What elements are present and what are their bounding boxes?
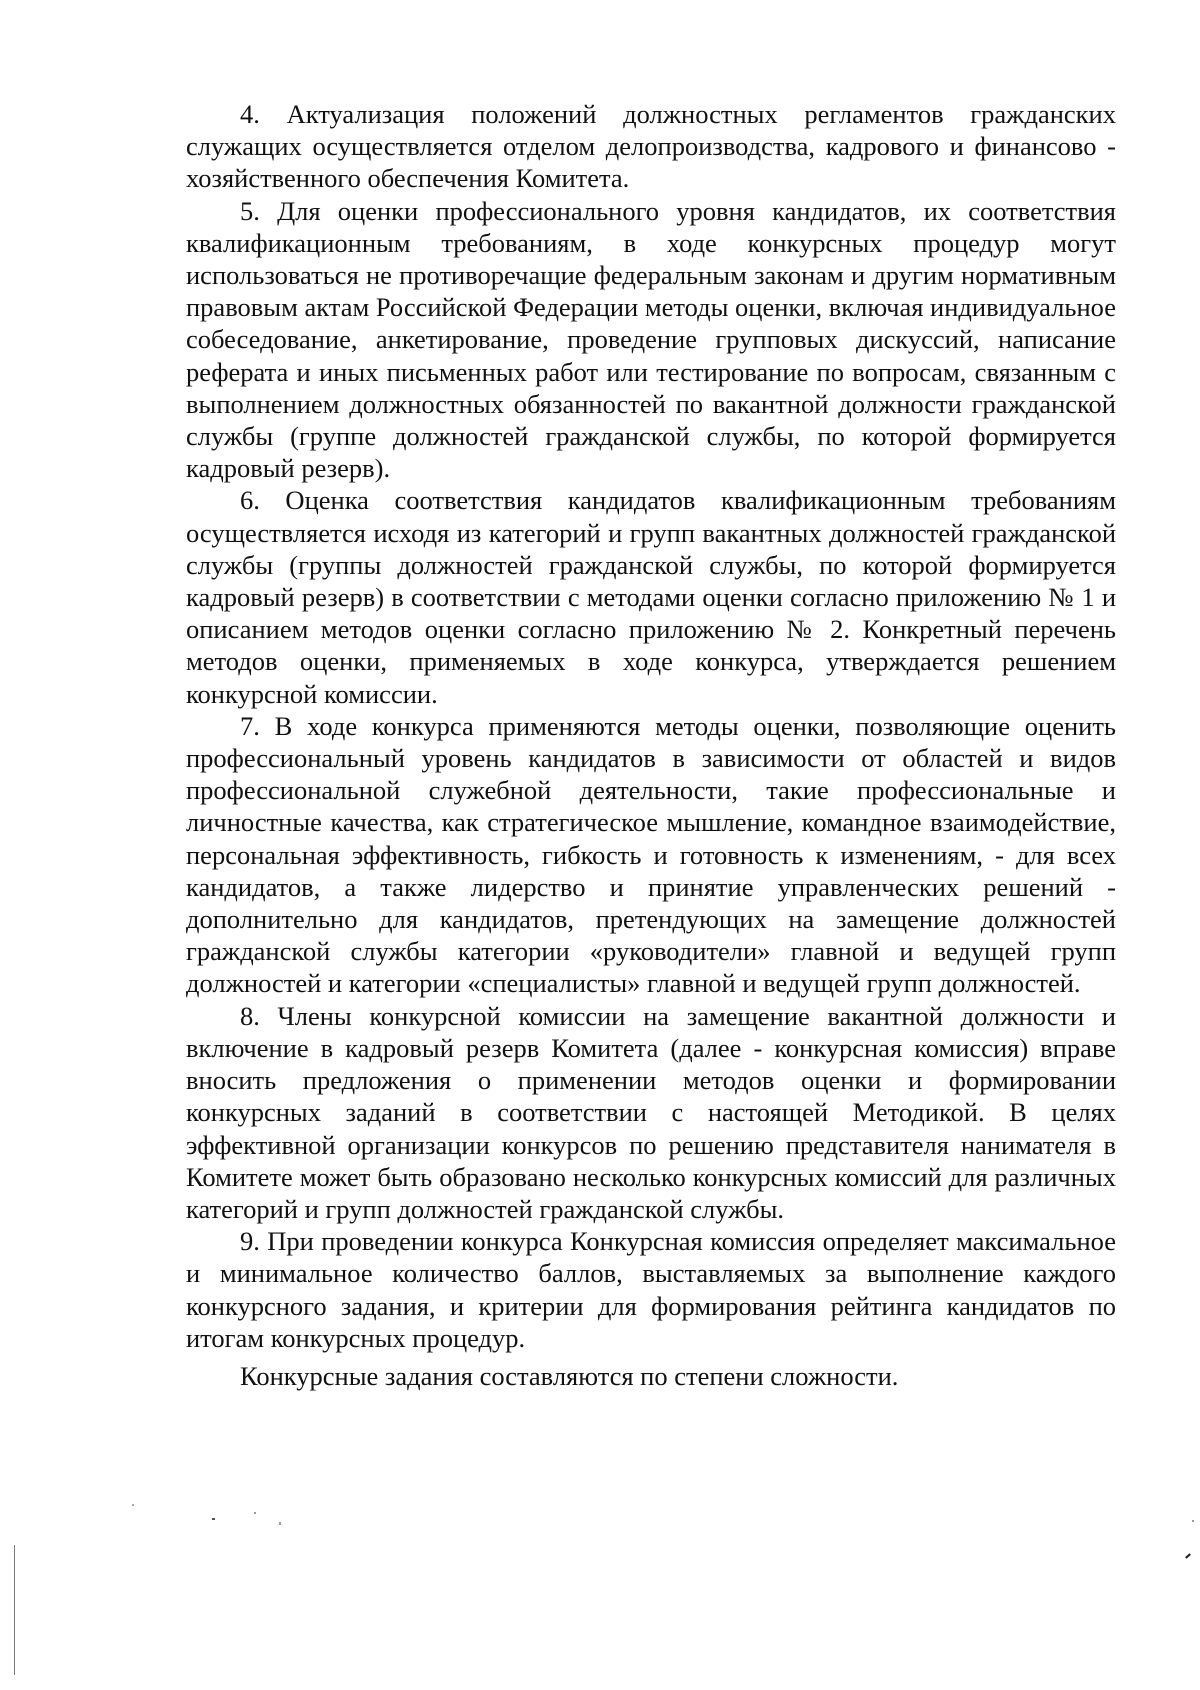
- scan-speck: [254, 1512, 256, 1514]
- paragraph-9: 9. При проведении конкурса Конкурсная комиссия определяет максимальное и минимальное количество баллов, выставляемых за выполнение каждого конкурсного задания, и критерии для формирования рейтинга кандидатов по итогам конкурсных процедур.: [186, 1226, 1116, 1353]
- paragraph-6: 6. Оценка соответствия кандидатов квалификационным требованиям осуществляется исходя из категорий и групп вакантных должностей гражданской службы (группы должностей гражданской службы, по которой формируется кадровый резерв) в соответствии с методами оценки согласно приложению № 1 и описанием методов оценки согласно приложению № 2. Конкретный перечень методов оценки, применяемых в ходе конкурса, утверждается решением конкурсной комиссии.: [186, 485, 1116, 709]
- paragraph-4: 4. Актуализация положений должностных регламентов гражданских служащих осуществляется отделом делопроизводства, кадрового и финансово - хозяйственного обеспечения Комитета.: [186, 99, 1116, 194]
- scan-speck: [1192, 1520, 1194, 1522]
- paragraph-8: 8. Члены конкурсной комиссии на замещение вакантной должности и включение в кадровый резерв Комитета (далее - конкурсная комиссия) вправе вносить предложения о применении методов оценки и формировании конкурсных заданий в соответствии с настоящей Методикой. В целях эффективной организации конкурсов по решению представителя нанимателя в Комитете может быть образовано несколько конкурсных комиссий для различных категорий и групп должностей гражданской службы.: [186, 1000, 1116, 1224]
- paragraph-5: 5. Для оценки профессионального уровня кандидатов, их соответствия квалификационным требованиям, в ходе конкурсных процедур могут использоваться не противоречащие федеральным законам и другим нормативным правовым актам Российской Федерации методы оценки, включая индивидуальное собеседование, анкетирование, проведение групповых дискуссий, написание реферата и иных письменных работ или тестирование по вопросам, связанным с выполнением должностных обязанностей по вакантной должности гражданской службы (группе должностей гражданской службы, по которой формируется кадровый резерв).: [186, 195, 1116, 484]
- scan-edge-line: [14, 1545, 15, 1675]
- scan-speck: [279, 1522, 281, 1525]
- paragraph-7: 7. В ходе конкурса применяются методы оценки, позволяющие оценить профессиональный уровень кандидатов в зависимости от областей и видов профессиональной служебной деятельности, такие профессиональные и личностные качества, как стратегическое мышление, командное взаимодействие, персональная эффективность, гибкость и готовность к изменениям, - для всех кандидатов, а также лидерство и принятие управленческих решений - дополнительно для кандидатов, претендующих на замещение должностей гражданской службы категории «руководители» главной и ведущей групп должностей и категории «специалисты» главной и ведущей групп должностей.: [186, 710, 1116, 999]
- paragraph-9-continued: Конкурсные задания составляются по степени сложности.: [240, 1360, 899, 1391]
- scan-speck: [132, 1504, 134, 1506]
- document-body: [186, 98, 1116, 1392]
- scan-tick-mark: [1185, 1553, 1191, 1558]
- scan-speck: [212, 1518, 215, 1520]
